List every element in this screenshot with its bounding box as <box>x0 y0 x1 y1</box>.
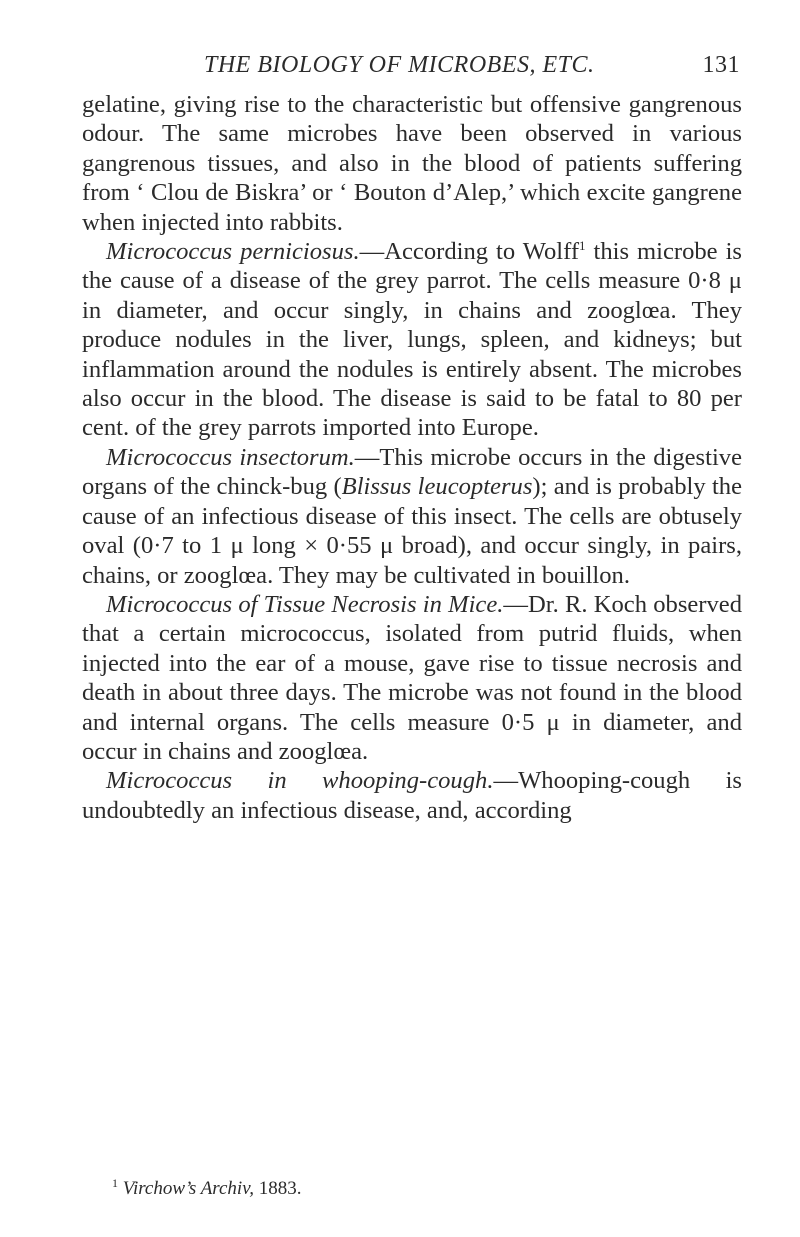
section-heading: Micrococcus perniciosus. <box>106 238 360 266</box>
running-title: THE BIOLOGY OF MICROBES, ETC. <box>204 52 595 78</box>
paragraph-tissue-necrosis <box>82 590 742 766</box>
section-heading: Micrococcus insectorum. <box>106 443 355 471</box>
paragraph-text: —According to Wolff <box>359 238 580 266</box>
footnote <box>112 1177 301 1201</box>
section-heading: Micrococcus in whooping-cough. <box>106 767 494 795</box>
paragraph-text: —Dr. R. Koch observed that a certain micrococcus, isolated from putrid fluids, when injected into the ear of a mouse, gave rise to tissue necrosis and death in about three days. The microbe was not found in the blood and internal organs. The cells measure 0·5 μ in diameter, and occur in chains and zooglœa. <box>82 590 743 765</box>
section-heading: Micrococcus of Tissue Necrosis in Mice. <box>106 590 504 618</box>
paragraph-text: this microbe is the cause of a disease of the grey parrot. The cells measure 0·8 μ in diameter, and occur singly, in chains and zooglœa. They produce nodules in the liver, lungs, spleen, and kidneys; but inflammation around the nodules is entirely absent. The microbes also occur in the blood. The disease is said to be fatal to 80 per cent. of the grey parrots imported into Europe. <box>82 238 742 442</box>
paragraph-continuation <box>82 90 742 237</box>
species-name: Blissus leucopterus <box>341 473 533 501</box>
paragraph-text: —Whooping-cough is undoubtedly an infectious disease, and, according <box>82 767 742 824</box>
footnote-reference: 1 <box>579 238 586 254</box>
paragraph-whooping-cough <box>82 766 742 825</box>
footnote-marker: 1 <box>112 1176 118 1190</box>
paragraph-text: ); and is probably the cause of an infectious disease of this insect. The cells are obtusely oval (0·7 to 1 μ long × 0·55 μ broad), and occur singly, in pairs, chains, or zooglœa. They may be cultivated in bouillon. <box>82 473 743 589</box>
paragraph-micrococcus-perniciosus <box>82 237 742 443</box>
paragraph-text: gelatine, giving rise to the characteristic but offensive gangrenous odour. The same microbes have been observed in various gangrenous tissues, and also in the blood of patients suffering from ‘ Clou de Biskra’ or ‘ Bouton d’Alep,’ which excite gangrene when injected into rabbits. <box>82 91 742 236</box>
paragraph-micrococcus-insectorum <box>82 443 742 590</box>
footnote-year: 1883. <box>253 1178 302 1199</box>
body-text <box>82 90 742 825</box>
footnote-source: Virchow’s Archiv, <box>122 1178 254 1199</box>
running-header <box>204 52 740 82</box>
page-number: 131 <box>702 52 740 78</box>
paragraph-text: —This microbe occurs in the digestive organs of the chinck-bug ( <box>82 443 742 501</box>
